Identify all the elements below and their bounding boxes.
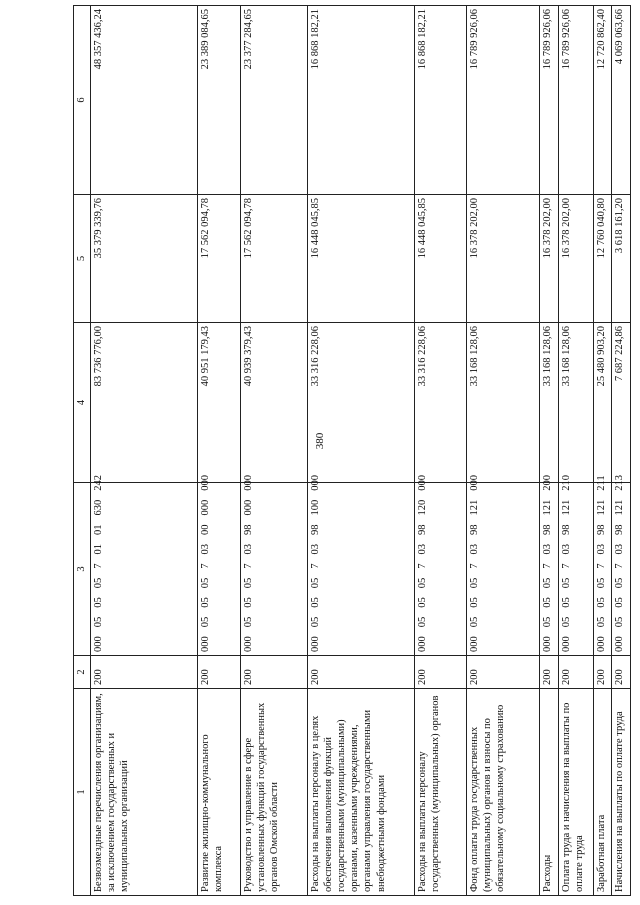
- row-col6-cell: 4 069 063,66: [612, 6, 631, 195]
- code-segment: 121: [542, 499, 554, 516]
- row-col5-cell: 16 378 202,00: [466, 195, 539, 323]
- table-row: [414, 6, 466, 896]
- row-name-cell: Руководство и управление в сфере установленных функций государственных органов Омской области: [240, 689, 307, 896]
- code-segment: 98: [595, 524, 607, 535]
- row-name-cell: Расходы на выплаты персоналу государственных (муниципальных) органов: [414, 689, 466, 896]
- code-segment: 05: [242, 597, 254, 608]
- row-col4-cell: 7 687 224,86: [612, 323, 631, 483]
- code-segment: 98: [542, 524, 554, 535]
- row-code3-cell: [593, 475, 612, 656]
- row-col4-cell: 33 316 228,06: [307, 323, 414, 483]
- row-col5-cell: 16 448 045,85: [414, 195, 466, 323]
- code-segment: 000: [199, 636, 211, 652]
- code-segment: 98: [560, 524, 572, 535]
- code-segment: 121: [468, 499, 480, 516]
- code-segment: 98: [614, 524, 626, 535]
- table-row: [558, 6, 593, 896]
- code-segment: 000: [242, 475, 254, 491]
- code-segment: 000: [416, 475, 428, 491]
- row-col6-cell: 12 720 862,40: [593, 6, 612, 195]
- code-segment: 000: [416, 636, 428, 652]
- code-segment: 05: [416, 597, 428, 608]
- code-segment: 121: [595, 499, 607, 516]
- header-row: [74, 6, 91, 896]
- code-segment: 200: [542, 475, 554, 491]
- code-segment: 05: [416, 616, 428, 628]
- code-segment: 05: [309, 616, 321, 628]
- code-segment: 000: [468, 475, 480, 491]
- row-code3-cell: [240, 475, 307, 656]
- code-segment: 000: [199, 475, 211, 491]
- code-segment: 000: [542, 636, 554, 652]
- table-row: [540, 6, 559, 896]
- row-col4-cell: 40 939 379,43: [240, 323, 307, 483]
- table-row: [307, 6, 414, 896]
- code-segment: 7: [542, 563, 554, 569]
- row-col5-cell: 16 378 202,00: [540, 195, 559, 323]
- code-segment: 05: [242, 577, 254, 589]
- budget-table: [73, 5, 631, 896]
- code-segment: 7: [595, 563, 607, 569]
- code-segment: 05: [542, 616, 554, 628]
- code-segment: 98: [242, 524, 254, 535]
- header-cell: 6: [74, 6, 91, 195]
- code-segment: 7: [560, 563, 572, 569]
- table-row: [593, 6, 612, 896]
- row-code3-cell: [307, 475, 414, 656]
- row-code2-cell: 200: [197, 656, 240, 689]
- code-segment: 210: [560, 475, 572, 491]
- code-segment: 05: [468, 577, 480, 589]
- code-segment: 05: [468, 597, 480, 608]
- row-code3-cell: [91, 475, 198, 656]
- code-segment: 000: [242, 499, 254, 516]
- row-code2-cell: 200: [414, 656, 466, 689]
- row-col5-cell: 17 562 094,78: [240, 195, 307, 323]
- row-col6-cell: 16 789 926,06: [558, 6, 593, 195]
- code-segment: 000: [560, 636, 572, 652]
- row-col5-cell: 17 562 094,78: [197, 195, 240, 323]
- code-segment: 630: [93, 499, 104, 516]
- code-segment: 000: [468, 636, 480, 652]
- row-col4-cell: 25 480 903,20: [593, 323, 612, 483]
- code-segment: 03: [614, 544, 626, 555]
- code-segment: 05: [614, 616, 626, 628]
- code-segment: 01: [93, 524, 104, 535]
- code-segment: 05: [542, 597, 554, 608]
- code-segment: 000: [614, 636, 626, 652]
- row-col6-cell: 16 789 926,06: [466, 6, 539, 195]
- code-segment: 05: [199, 597, 211, 608]
- page-number: 380: [314, 432, 326, 450]
- code-segment: 05: [468, 616, 480, 628]
- code-segment: 05: [614, 577, 626, 589]
- code-segment: 05: [416, 577, 428, 589]
- rotated-table-wrapper: [73, 6, 631, 896]
- code-segment: 05: [595, 577, 607, 589]
- code-segment: 000: [93, 636, 104, 652]
- code-segment: 211: [595, 475, 607, 491]
- row-col5-cell: 35 379 339,76: [91, 195, 198, 323]
- code-segment: 05: [199, 616, 211, 628]
- row-col6-cell: 48 357 436,24: [91, 6, 198, 195]
- code-segment: 05: [199, 577, 211, 589]
- row-code2-cell: 200: [307, 656, 414, 689]
- code-segment: 121: [560, 499, 572, 516]
- code-segment: 98: [416, 524, 428, 535]
- table-body: [91, 6, 631, 896]
- header-cell: 2: [74, 656, 91, 689]
- code-segment: 05: [93, 616, 104, 628]
- code-segment: 000: [309, 636, 321, 652]
- code-segment: 05: [595, 616, 607, 628]
- header-cell: 3: [74, 483, 91, 656]
- row-name-cell: Начисления на выплаты по оплате труда: [612, 689, 631, 896]
- row-code2-cell: 200: [240, 656, 307, 689]
- code-segment: 7: [242, 563, 254, 569]
- row-col4-cell: 33 168 128,06: [558, 323, 593, 483]
- code-segment: 05: [309, 597, 321, 608]
- code-segment: 03: [416, 544, 428, 555]
- table-row: [466, 6, 539, 896]
- row-code2-cell: 200: [540, 656, 559, 689]
- code-segment: 7: [416, 563, 428, 569]
- code-segment: 000: [595, 636, 607, 652]
- code-segment: 05: [93, 577, 104, 589]
- code-segment: 05: [560, 616, 572, 628]
- row-col4-cell: 33 316 228,06: [414, 323, 466, 483]
- row-col5-cell: 16 448 045,85: [307, 195, 414, 323]
- code-segment: 000: [199, 499, 211, 516]
- code-segment: 03: [242, 544, 254, 555]
- row-code3-cell: [612, 475, 631, 656]
- header-cell: 5: [74, 195, 91, 323]
- row-code2-cell: 200: [558, 656, 593, 689]
- table-row: [240, 6, 307, 896]
- table-row: [91, 6, 198, 896]
- row-name-cell: Заработная плата: [593, 689, 612, 896]
- code-segment: 03: [199, 544, 211, 555]
- row-name-cell: Расходы на выплаты персоналу в целях обеспечения выполнения функций государственными (муниципальными) органами, казенными учреждениями, органами управления государственными внебюджетными фондами: [307, 689, 414, 896]
- header-cell: 4: [74, 323, 91, 483]
- row-col4-cell: 33 168 128,06: [540, 323, 559, 483]
- table-row: [612, 6, 631, 896]
- code-segment: 03: [309, 544, 321, 555]
- row-col4-cell: 33 168 128,06: [466, 323, 539, 483]
- table-row: [197, 6, 240, 896]
- row-col6-cell: 16 868 182,21: [307, 6, 414, 195]
- row-col6-cell: 23 389 084,65: [197, 6, 240, 195]
- row-name-cell: Безвозмездные перечисления организациям, за исключением государственных и муниципальных организаций: [91, 689, 198, 896]
- row-col5-cell: 16 378 202,00: [558, 195, 593, 323]
- row-code2-cell: 200: [612, 656, 631, 689]
- row-code3-cell: [197, 475, 240, 656]
- code-segment: 7: [199, 563, 211, 569]
- code-segment: 03: [560, 544, 572, 555]
- code-segment: 213: [614, 475, 626, 491]
- code-segment: 05: [614, 597, 626, 608]
- code-segment: 000: [309, 475, 321, 491]
- code-segment: 00: [199, 524, 211, 535]
- code-segment: 03: [595, 544, 607, 555]
- row-code2-cell: 200: [466, 656, 539, 689]
- code-segment: 121: [614, 499, 626, 516]
- row-col5-cell: 12 760 040,80: [593, 195, 612, 323]
- row-name-cell: Развитие жилищно-коммунального комплекса: [197, 689, 240, 896]
- row-col6-cell: 16 789 926,06: [540, 6, 559, 195]
- code-segment: 100: [309, 499, 321, 516]
- code-segment: 98: [309, 524, 321, 535]
- row-code2-cell: 200: [91, 656, 198, 689]
- code-segment: 05: [560, 597, 572, 608]
- code-segment: 05: [595, 597, 607, 608]
- row-col6-cell: 23 377 284,65: [240, 6, 307, 195]
- code-segment: 7: [93, 563, 104, 569]
- row-name-cell: Оплата труда и начисления на выплаты по оплате труда: [558, 689, 593, 896]
- code-segment: 7: [468, 563, 480, 569]
- row-code3-cell: [414, 475, 466, 656]
- code-segment: 05: [93, 597, 104, 608]
- row-code3-cell: [540, 475, 559, 656]
- row-code2-cell: 200: [593, 656, 612, 689]
- code-segment: 05: [242, 616, 254, 628]
- code-segment: 03: [542, 544, 554, 555]
- code-segment: 242: [93, 475, 104, 491]
- row-code3-cell: [466, 475, 539, 656]
- code-segment: 000: [242, 636, 254, 652]
- code-segment: 7: [309, 563, 321, 569]
- code-segment: 98: [468, 524, 480, 535]
- code-segment: 120: [416, 499, 428, 516]
- row-col4-cell: 40 951 179,43: [197, 323, 240, 483]
- code-segment: 05: [560, 577, 572, 589]
- row-name-cell: Фонд оплаты труда государственных (муниципальных) органов и взносы по обязательному социальному страхованию: [466, 689, 539, 896]
- code-segment: 03: [468, 544, 480, 555]
- row-col5-cell: 3 618 161,20: [612, 195, 631, 323]
- row-code3-cell: [558, 475, 593, 656]
- header-cell: 1: [74, 689, 91, 896]
- row-col6-cell: 16 868 182,21: [414, 6, 466, 195]
- code-segment: 05: [542, 577, 554, 589]
- code-segment: 7: [614, 563, 626, 569]
- code-segment: 05: [309, 577, 321, 589]
- row-col4-cell: 83 736 776,00: [91, 323, 198, 483]
- code-segment: 01: [93, 544, 104, 555]
- row-name-cell: Расходы: [540, 689, 559, 896]
